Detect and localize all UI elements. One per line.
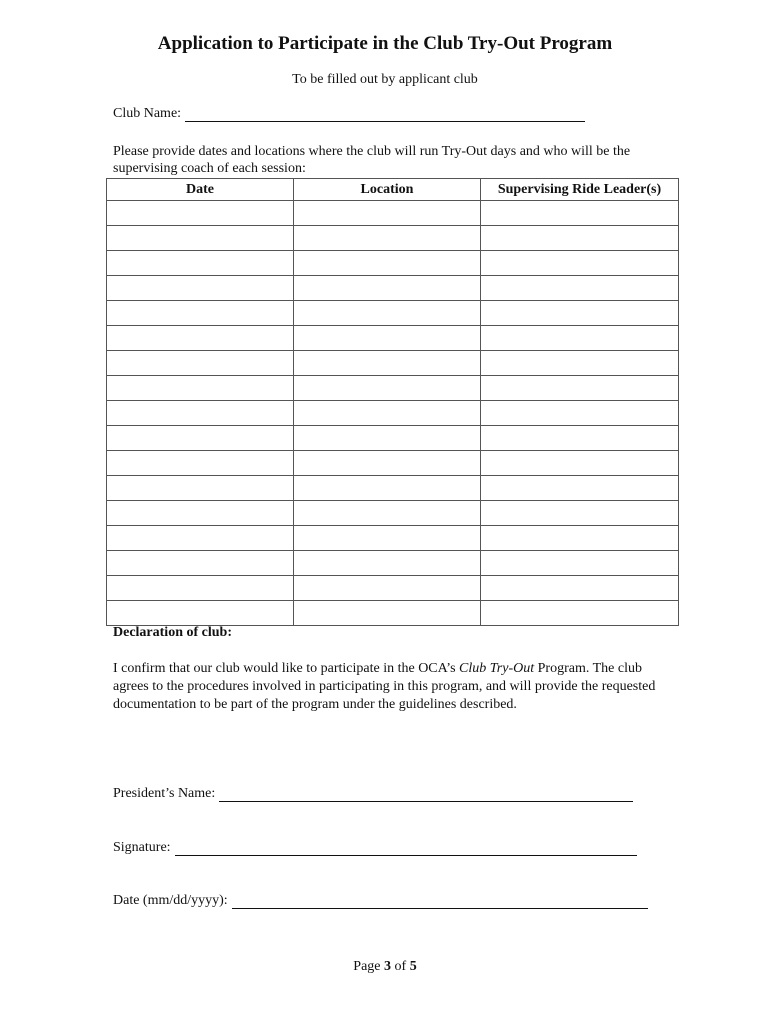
location-cell[interactable]: [294, 426, 481, 451]
date-cell[interactable]: [107, 476, 294, 501]
location-cell[interactable]: [294, 301, 481, 326]
date-cell[interactable]: [107, 551, 294, 576]
club-name-field[interactable]: [113, 106, 585, 122]
location-cell[interactable]: [294, 251, 481, 276]
table-row: [107, 201, 679, 226]
location-cell[interactable]: [294, 351, 481, 376]
declaration-program-name: Club Try-Out: [459, 661, 535, 676]
president-name-input-line[interactable]: [219, 787, 633, 802]
ride-leader-cell[interactable]: [481, 576, 679, 601]
ride-leader-cell[interactable]: [481, 201, 679, 226]
club-name-label: Club Name:: [113, 106, 182, 121]
date-field[interactable]: [113, 893, 648, 909]
page-word: Page: [353, 959, 385, 974]
table-row: [107, 351, 679, 376]
page-number: [0, 959, 770, 975]
table-row: [107, 551, 679, 576]
ride-leader-cell[interactable]: [481, 401, 679, 426]
ride-leader-cell[interactable]: [481, 301, 679, 326]
location-cell[interactable]: [294, 226, 481, 251]
ride-leader-cell[interactable]: [481, 276, 679, 301]
table-row: [107, 401, 679, 426]
ride-leader-cell[interactable]: [481, 476, 679, 501]
declaration-text-end: Program. The club agrees to the procedures involved in participating in this program, and will provide the requested documentation to be part of the program under the guidelines described.: [113, 661, 656, 712]
ride-leader-cell[interactable]: [481, 226, 679, 251]
location-cell[interactable]: [294, 601, 481, 626]
table-row: [107, 501, 679, 526]
date-cell[interactable]: [107, 501, 294, 526]
declaration-text: [113, 660, 673, 714]
date-cell[interactable]: [107, 226, 294, 251]
page-current: 3: [384, 959, 392, 974]
location-cell[interactable]: [294, 401, 481, 426]
table-row: [107, 251, 679, 276]
date-cell[interactable]: [107, 576, 294, 601]
intro-text: Please provide dates and locations where the club will run Try-Out days and who will be the supervising coach of each session:: [113, 144, 631, 176]
form-subtitle: To be filled out by applicant club: [292, 72, 478, 87]
ride-leader-cell[interactable]: [481, 501, 679, 526]
form-title: Application to Participate in the Club Try-Out Program: [157, 33, 613, 54]
header-date: Date: [107, 179, 294, 201]
date-cell[interactable]: [107, 601, 294, 626]
ride-leader-cell[interactable]: [481, 351, 679, 376]
location-cell[interactable]: [294, 551, 481, 576]
table-row: [107, 276, 679, 301]
date-cell[interactable]: [107, 201, 294, 226]
ride-leader-cell[interactable]: [481, 601, 679, 626]
signature-input-line[interactable]: [175, 841, 637, 856]
table-header-row: [107, 179, 679, 201]
location-cell[interactable]: [294, 576, 481, 601]
date-cell[interactable]: [107, 326, 294, 351]
club-name-input-line[interactable]: [185, 107, 585, 122]
declaration-text-start: I confirm that our club would like to participate in the OCA’s: [113, 661, 460, 676]
page-of: of: [391, 959, 410, 974]
date-input-line[interactable]: [232, 894, 648, 909]
date-cell[interactable]: [107, 376, 294, 401]
ride-leader-cell[interactable]: [481, 376, 679, 401]
date-cell[interactable]: [107, 451, 294, 476]
location-cell[interactable]: [294, 476, 481, 501]
signature-field[interactable]: [113, 840, 637, 856]
location-cell[interactable]: [294, 376, 481, 401]
ride-leader-cell[interactable]: [481, 251, 679, 276]
declaration-heading: Declaration of club:: [113, 625, 232, 640]
header-location: Location: [294, 179, 481, 201]
location-cell[interactable]: [294, 501, 481, 526]
table-row: [107, 426, 679, 451]
date-cell[interactable]: [107, 401, 294, 426]
location-cell[interactable]: [294, 201, 481, 226]
date-cell[interactable]: [107, 276, 294, 301]
table-row: [107, 526, 679, 551]
table-row: [107, 476, 679, 501]
location-cell[interactable]: [294, 451, 481, 476]
table-row: [107, 376, 679, 401]
signature-label: Signature:: [113, 840, 171, 855]
ride-leader-cell[interactable]: [481, 451, 679, 476]
date-cell[interactable]: [107, 301, 294, 326]
date-cell[interactable]: [107, 251, 294, 276]
page-total: 5: [409, 959, 417, 974]
president-name-field[interactable]: [113, 786, 633, 802]
ride-leader-cell[interactable]: [481, 326, 679, 351]
location-cell[interactable]: [294, 526, 481, 551]
ride-leader-cell[interactable]: [481, 426, 679, 451]
date-cell[interactable]: [107, 351, 294, 376]
location-cell[interactable]: [294, 326, 481, 351]
date-cell[interactable]: [107, 426, 294, 451]
table-row: [107, 451, 679, 476]
sessions-table: [106, 178, 679, 626]
table-row: [107, 601, 679, 626]
date-label: Date (mm/dd/yyyy):: [113, 893, 228, 908]
president-name-label: President’s Name:: [113, 786, 216, 801]
location-cell[interactable]: [294, 276, 481, 301]
ride-leader-cell[interactable]: [481, 526, 679, 551]
table-row: [107, 576, 679, 601]
date-cell[interactable]: [107, 526, 294, 551]
table-row: [107, 326, 679, 351]
table-row: [107, 301, 679, 326]
header-supervising-ride-leader: Supervising Ride Leader(s): [481, 179, 679, 201]
ride-leader-cell[interactable]: [481, 551, 679, 576]
table-row: [107, 226, 679, 251]
